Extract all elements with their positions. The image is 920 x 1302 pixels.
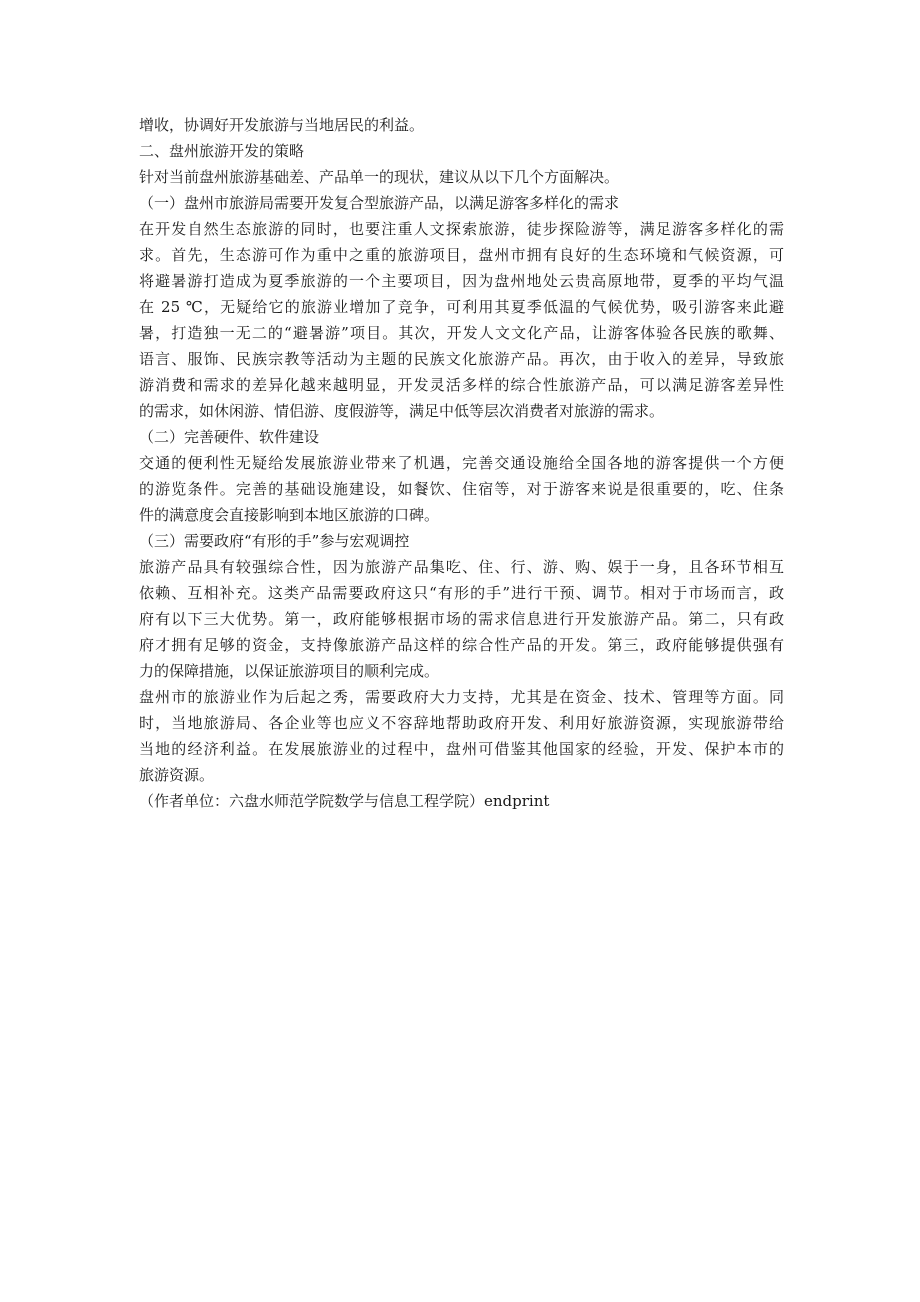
- text-line-25: 当地的经济利益。在发展旅游业的过程中，盘州可借鉴其他国家的经验，开发、保护本市的: [139, 740, 784, 758]
- text-line-16: 件的满意度会直接影响到本地区旅游的口碑。: [139, 506, 440, 524]
- author-affiliation: （作者单位：六盘水师范学院数学与信息工程学院）endprint: [139, 792, 550, 810]
- subsection-heading-1: （一）盘州市旅游局需要开发复合型旅游产品，以满足游客多样化的需求: [139, 194, 620, 212]
- text-line-26: 旅游资源。: [139, 766, 215, 784]
- text-line-15: 的游览条件。完善的基础设施建设，如餐饮、住宿等，对于游客来说是很重要的，吃、住条: [139, 480, 784, 498]
- text-line-1: 增收，协调好开发旅游与当地居民的利益。: [139, 116, 425, 134]
- text-line-22: 力的保障措施，以保证旅游项目的顺利完成。: [139, 662, 440, 680]
- text-line-23: 盘州市的旅游业作为后起之秀，需要政府大力支持，尤其是在资金、技术、管理等方面。同: [139, 688, 784, 706]
- text-line-18: 旅游产品具有较强综合性，因为旅游产品集吃、住、行、游、购、娱于一身，且各环节相互: [139, 558, 784, 576]
- text-line-24: 时，当地旅游局、各企业等也应义不容辞地帮助政府开发、利用好旅游资源，实现旅游带给: [139, 714, 784, 732]
- text-line-3: 针对当前盘州旅游基础差、产品单一的现状，建议从以下几个方面解决。: [139, 168, 620, 186]
- text-line-19: 依赖、互相补充。这类产品需要政府这只“有形的手”进行干预、调节。相对于市场而言，政: [139, 584, 784, 602]
- document-body: [139, 112, 784, 814]
- text-line-8: 在 25 ℃，无疑给它的旅游业增加了竞争，可利用其夏季低温的气候优势，吸引游客来此避: [139, 298, 784, 316]
- text-line-20: 府有以下三大优势。第一，政府能够根据市场的需求信息进行开发旅游产品。第二，只有政: [139, 610, 784, 628]
- text-line-10: 语言、服饰、民族宗教等活动为主题的民族文化旅游产品。再次，由于收入的差异，导致旅: [139, 350, 784, 368]
- section-heading-2: 二、盘州旅游开发的策略: [139, 142, 305, 160]
- subsection-heading-2: （二）完善硬件、软件建设: [139, 428, 320, 446]
- text-line-11: 游消费和需求的差异化越来越明显，开发灵活多样的综合性旅游产品，可以满足游客差异性: [139, 376, 784, 394]
- text-line-5: 在开发自然生态旅游的同时，也要注重人文探索旅游，徒步探险游等，满足游客多样化的需: [139, 220, 784, 238]
- text-line-6: 求。首先，生态游可作为重中之重的旅游项目，盘州市拥有良好的生态环境和气候资源，可: [139, 246, 784, 264]
- text-line-12: 的需求，如休闲游、情侣游、度假游等，满足中低等层次消费者对旅游的需求。: [139, 402, 665, 420]
- text-line-14: 交通的便利性无疑给发展旅游业带来了机遇，完善交通设施给全国各地的游客提供一个方便: [139, 454, 784, 472]
- subsection-heading-3: （三）需要政府“有形的手”参与宏观调控: [139, 532, 410, 550]
- text-line-9: 暑，打造独一无二的“避暑游”项目。其次，开发人文文化产品，让游客体验各民族的歌舞、: [139, 324, 784, 342]
- text-line-7: 将避暑游打造成为夏季旅游的一个主要项目，因为盘州地处云贵高原地带，夏季的平均气温: [139, 272, 784, 290]
- text-line-21: 府才拥有足够的资金，支持像旅游产品这样的综合性产品的开发。第三，政府能够提供强有: [139, 636, 784, 654]
